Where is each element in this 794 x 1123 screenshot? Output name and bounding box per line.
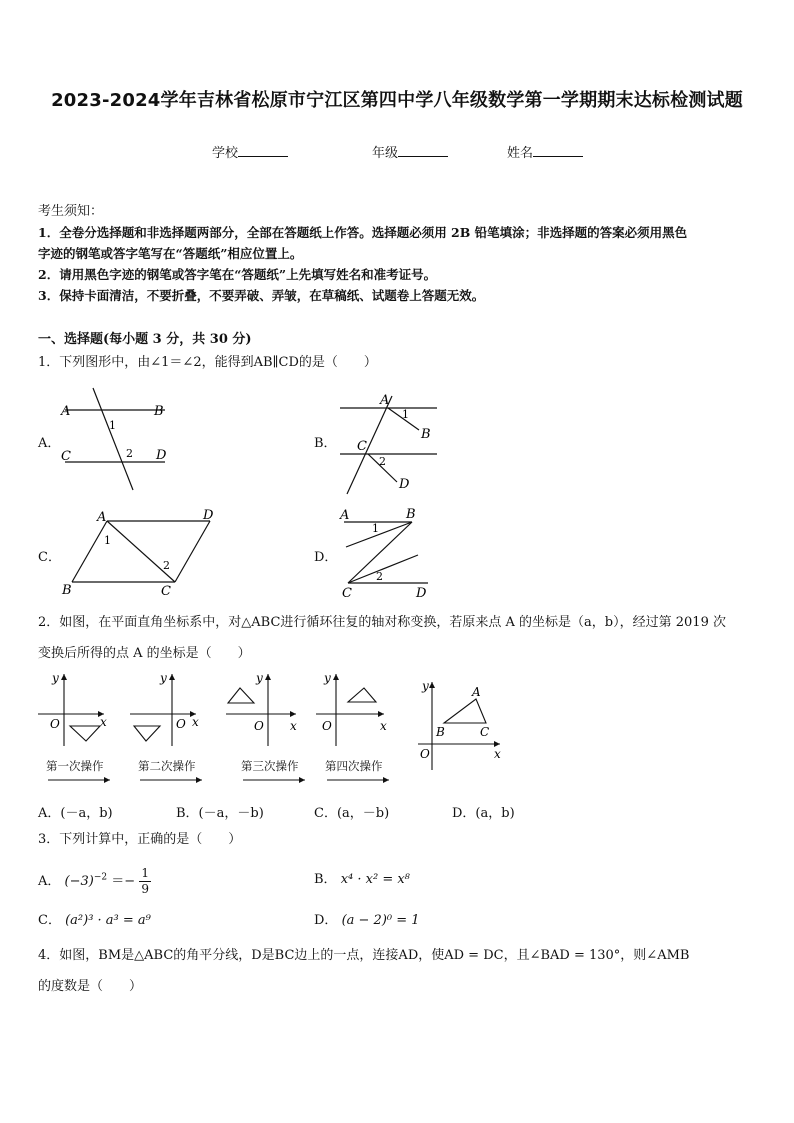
q1-text: 1．下列图形中，由∠1＝∠2，能得到AB∥CD的是（ ）	[38, 355, 377, 370]
label: O	[176, 717, 186, 731]
label: y	[52, 671, 59, 685]
label: 2	[163, 559, 170, 572]
q3-option-d[interactable]	[314, 909, 420, 928]
q1-figure-d	[336, 505, 436, 600]
q2-option-c[interactable]: C．(a，－b)	[314, 806, 390, 821]
q2-text-line-1: 2．如图，在平面直角坐标系中，对△ABC进行循环往复的轴对称变换，若原来点 A 的坐标是（a，b），经过第 2019 次	[38, 615, 726, 630]
label: x	[192, 715, 199, 729]
label: O	[50, 717, 60, 731]
q1-option-a[interactable]: A．	[38, 436, 61, 451]
q1-option-b[interactable]: B．	[314, 436, 337, 451]
op3-graph	[226, 671, 297, 746]
label: 1	[372, 522, 379, 535]
label: D	[399, 477, 410, 492]
notice-line-2: 2．请用黑色字迹的钢笔或答字笔在“答题纸”上先填写姓名和准考证号。	[38, 267, 437, 282]
op1-label: 第一次操作	[46, 759, 104, 773]
q3-option-b-label: B．	[314, 872, 337, 887]
label: x	[494, 747, 501, 761]
section-heading: 一、选择题(每小题 3 分，共 30 分)	[38, 332, 252, 347]
label: B	[62, 583, 72, 598]
side-ab	[72, 521, 107, 582]
label: A	[380, 393, 390, 408]
grade-field[interactable]	[372, 142, 448, 161]
q3-option-a[interactable]	[38, 866, 151, 897]
original-graph	[418, 679, 501, 770]
label: B	[154, 404, 164, 419]
label: C	[61, 449, 71, 464]
op2-graph	[130, 671, 199, 746]
q2-option-a[interactable]: A．(－a，b)	[38, 806, 113, 821]
label: 1	[109, 419, 116, 432]
label: A	[472, 685, 481, 699]
transversal	[347, 396, 392, 494]
q3-expr-a-fraction	[139, 866, 151, 897]
side-dc	[175, 521, 210, 582]
label: C	[342, 586, 352, 600]
label: B	[436, 725, 445, 739]
notice-heading: 考生须知：	[38, 204, 104, 219]
notice-line-1a: 1．全卷分选择题和非选择题两部分，全部在答题纸上作答。选择题必须用 2B 铅笔填涂；非选择题的答案必须用黑色	[38, 225, 688, 240]
q3-expr-d: (a − 2)⁰ = 1	[341, 913, 420, 928]
name-label: 姓名	[507, 146, 534, 161]
label: y	[422, 679, 429, 693]
q3-option-c-label: C．	[38, 913, 61, 928]
transversal	[93, 388, 133, 490]
label: y	[160, 671, 167, 685]
q3-option-d-label: D．	[314, 913, 338, 928]
label: 1	[402, 408, 409, 421]
q1-figure-a	[55, 385, 175, 493]
notice-line-3: 3．保持卡面清洁，不要折叠，不要弄破、弄皱，在草稿纸、试题卷上答题无效。	[38, 288, 485, 303]
fraction-numerator: 1	[141, 866, 149, 880]
ray-from-b	[346, 522, 412, 547]
label: O	[254, 719, 264, 733]
page-title: 2023-2024学年吉林省松原市宁江区第四中学八年级数学第一学期期末达标检测试题	[51, 90, 743, 111]
name-blank[interactable]	[533, 143, 583, 157]
ray-from-c	[348, 555, 418, 583]
label: O	[420, 747, 430, 761]
label: B	[406, 507, 416, 522]
q3-option-a-label: A．	[38, 874, 61, 889]
q1-figure-c	[60, 507, 220, 599]
notice-line-1b: 字迹的钢笔或答字笔写在“答题纸”相应位置上。	[38, 246, 303, 261]
op2-label: 第二次操作	[138, 759, 196, 773]
diagonal-ac	[107, 521, 175, 582]
school-blank[interactable]	[238, 143, 288, 157]
label: B	[421, 427, 431, 442]
label: D	[416, 586, 427, 600]
label: 2	[126, 447, 133, 460]
label: A	[340, 508, 350, 523]
q3-option-c[interactable]	[38, 909, 151, 928]
label: D	[203, 508, 214, 523]
label: O	[322, 719, 332, 733]
label: C	[357, 439, 367, 454]
q2-option-d[interactable]: D．(a，b)	[452, 806, 515, 821]
q1-figure-b	[335, 390, 445, 495]
q3-expr-a-eq: ＝−	[111, 874, 136, 889]
label: C	[480, 725, 490, 739]
q4-text-line-2: 的度数是（ ）	[38, 979, 143, 994]
q3-expr-a-exp: −2	[93, 872, 108, 883]
op1-graph	[38, 671, 107, 746]
label: 1	[104, 534, 111, 547]
grade-label: 年级	[372, 146, 399, 161]
q2-text-line-2: 变换后所得的点 A 的坐标是（ ）	[38, 646, 251, 661]
label: C	[161, 584, 171, 599]
label: x	[100, 715, 107, 729]
q2-option-b[interactable]: B．(－a，－b)	[176, 806, 264, 821]
op-arrows	[40, 774, 400, 786]
label: D	[156, 448, 167, 463]
op4-label: 第四次操作	[325, 759, 383, 773]
label: A	[97, 510, 107, 525]
label: y	[256, 671, 263, 685]
q3-expr-b: x⁴ · x² = x⁸	[340, 872, 410, 887]
q4-text-line-1: 4．如图，BM是△ABC的角平分线，D是BC边上的一点，连接AD，使AD = DC，且∠BAD = 130°，则∠AMB	[38, 948, 690, 963]
arrow-icon	[243, 777, 305, 783]
label: x	[380, 719, 387, 733]
grade-blank[interactable]	[398, 143, 448, 157]
label: x	[290, 719, 297, 733]
fraction-denominator: 9	[141, 882, 149, 896]
q1-option-d[interactable]: D．	[314, 550, 338, 565]
label: 2	[379, 455, 386, 468]
q3-text: 3．下列计算中，正确的是（ ）	[38, 832, 242, 847]
label: 2	[376, 570, 383, 583]
name-field[interactable]	[507, 142, 583, 161]
school-field[interactable]	[212, 142, 288, 161]
arrow-icon	[48, 777, 110, 783]
q1-option-c[interactable]: C．	[38, 550, 61, 565]
q3-expr-c: (a²)³ · a³ = a⁹	[65, 913, 151, 928]
q3-option-b[interactable]	[314, 868, 410, 887]
label: A	[61, 404, 71, 419]
op3-label: 第三次操作	[241, 759, 299, 773]
arrow-icon	[140, 777, 202, 783]
label: y	[324, 671, 331, 685]
q3-expr-a-lhs: (−3)	[64, 874, 94, 889]
arrow-icon	[327, 777, 389, 783]
school-label: 学校	[212, 146, 239, 161]
op4-graph	[316, 671, 387, 746]
